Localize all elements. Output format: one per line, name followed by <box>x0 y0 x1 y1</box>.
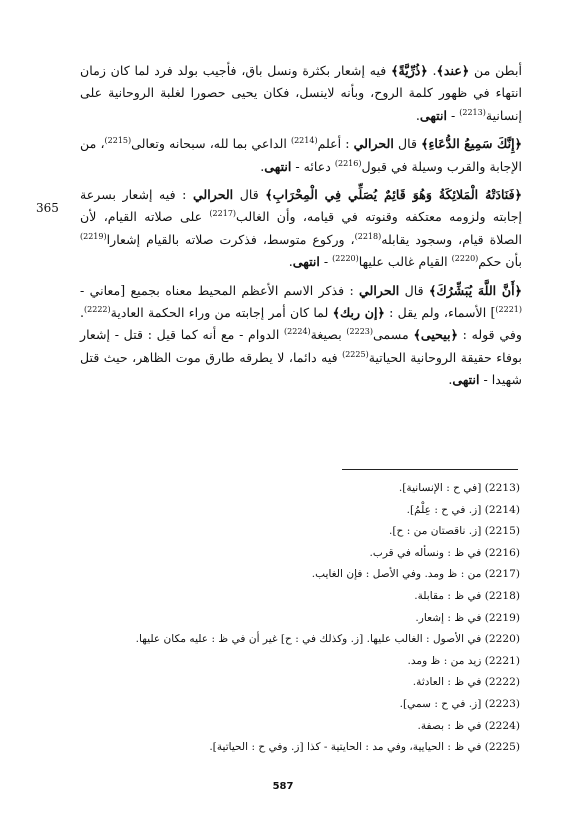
emphasis-text: انتهى <box>452 372 480 388</box>
text-run: . <box>427 63 437 78</box>
text-run: : أعلم <box>317 136 354 152</box>
paragraph <box>80 60 522 127</box>
verse-number: 365 <box>36 201 59 215</box>
emphasis-text: الحرالي <box>192 187 234 203</box>
paragraph <box>80 133 522 178</box>
footnote-ref: (2225) <box>342 349 369 359</box>
text-run: : فيه إشعار بسرعة إجابته ولزومه معتكفه وقنوته في قيامه، وأن الغالب <box>80 187 523 225</box>
text-run: قال <box>233 187 266 203</box>
footnote: (2218) في ظ : مقابلة. <box>414 589 520 602</box>
footnote: (2223) [ز. في ح : سمي]. <box>399 697 520 710</box>
text-run: - <box>446 107 460 123</box>
text-run: الدوام - مع أنه كما قيل : قتل - إشعار بوفاء حقيقة الروحانية الحياتية <box>80 327 522 365</box>
footnote-ref: (2223) <box>346 327 374 337</box>
emphasis-text: انتهى <box>419 107 447 123</box>
text-run: ] الأسماء، ولم يقل : <box>384 305 496 321</box>
footnote: (2222) في ظ : العادثة. <box>412 676 520 689</box>
emphasis-text: ﴿إن ربك﴾ <box>332 305 385 321</box>
emphasis-text: ﴿ذُرِّيَّةً﴾ <box>391 63 428 78</box>
emphasis-text: ﴿أَنَّ اللَّهَ يُبَشِّرُكَ﴾ <box>428 282 522 298</box>
text-run: ، من الإجابة والقرب وسيلة في قبول <box>80 136 522 174</box>
footnote: (2220) في الأصول : الغالب عليها. [ز. وكذلك في : ح] غير أن في ظ : عليه مكان عليها. <box>135 633 520 646</box>
footnote-ref: (2220) <box>332 254 359 264</box>
footnote-separator <box>342 469 518 470</box>
text-run: مسمى <box>373 327 414 343</box>
text-run: قال <box>393 136 422 152</box>
text-run: قال <box>399 282 429 298</box>
footnote-ref: (2224) <box>284 327 311 337</box>
text-run: . وفي قوله : <box>80 305 522 343</box>
footnote: (2225) في ظ : الحيايية، وفي مد : الحايتية - كذا [ز. وفي ح : الحياتية]. <box>209 741 520 754</box>
page-number: 587 <box>272 781 294 792</box>
footnote-ref: (2218) <box>354 231 382 241</box>
text-run: ، وركوع متوسط، فذكرت صلاته بالقيام إشعارا <box>106 231 355 247</box>
footnote-ref: (2220) <box>451 254 479 264</box>
footnote-ref: (2219) <box>80 231 107 241</box>
text-run: بصيغة <box>310 327 347 343</box>
emphasis-text: انتهى <box>292 254 320 270</box>
text-run: . <box>260 158 265 174</box>
text-run: على صلاته القيام، لأن الصلاة قيام، وسجود يقابله <box>80 209 522 247</box>
text-run: فيه إشعار بكثرة ونسل باق، فأجيب بولد فرد لما كان زمان انتهاء في ظهور كلمة الروح، وبأنه لاينسل، فكان يحيى حصورا لغلبة الروحانية على إنسانية <box>80 63 522 123</box>
paragraph <box>80 280 522 392</box>
footnote-ref: (2215) <box>104 136 132 146</box>
text-run: أبطن من <box>469 63 522 78</box>
emphasis-text: ﴿إِنَّكَ سَمِيعُ الدُّعَاءِ﴾ <box>421 136 523 152</box>
footnote-ref: (2217) <box>209 209 237 219</box>
footnote-ref: (2216) <box>334 158 362 168</box>
footnote-ref: (2213) <box>459 107 486 117</box>
emphasis-text: ﴿عند﴾ <box>436 63 470 78</box>
emphasis-text: الحرالي <box>353 136 394 152</box>
main-text <box>80 60 522 398</box>
text-run: لما كان أمر إجابته من وراء الحكمة العادية <box>110 305 333 321</box>
footnote: (2216) في ظ : ونسأله في قرب. <box>369 546 520 559</box>
emphasis-text: الحرالي <box>359 282 400 298</box>
text-run: . <box>288 254 293 270</box>
footnote-ref: (2222) <box>84 304 111 314</box>
emphasis-text: ﴿فَنَادَتْهُ الْمَلائِكَةُ وَهُوَ قَائِمٌ يُصَلِّي فِي الْمِحْرَابِ﴾ <box>265 187 522 203</box>
text-run: . <box>415 107 420 123</box>
footnote: (2213) [في ح : الإنسانية]. <box>398 482 520 494</box>
footnote: (2215) [ز. ناقصتان من : ح]. <box>389 525 520 538</box>
text-run: - <box>319 254 333 270</box>
text-run: . <box>448 372 453 388</box>
text-run: فيه دائما، لا يطرقه طارق موت الظاهر، حيث قتل شهيدا - <box>80 349 522 388</box>
footnote-ref: (2221) <box>495 304 522 314</box>
emphasis-text: انتهى <box>264 158 292 174</box>
footnote: (2221) زيد من : ظ ومد. <box>407 654 520 667</box>
text-run: : فذكر الاسم الأعظم المحيط معناه بجميع [معاني - <box>80 282 360 298</box>
footnote: (2224) في ظ : بصفة. <box>417 719 520 732</box>
emphasis-text: ﴿بيحيى﴾ <box>413 327 458 343</box>
footnote-ref: (2214) <box>290 136 318 146</box>
footnote: (2214) [ز. في ح : عِلْمُ]. <box>406 503 520 516</box>
paragraph <box>80 184 522 274</box>
text-run: القيام غالب عليها <box>358 254 452 270</box>
text-run: الداعي بما لله، سبحانه وتعالى <box>131 136 291 152</box>
footnote: (2217) من : ظ ومد. وفي الأصل : فإن الغايب. <box>311 568 520 581</box>
text-run: بأن حكم <box>478 254 522 270</box>
footnotes <box>92 478 520 759</box>
footnote: (2219) في ظ : إشعار. <box>415 611 520 624</box>
text-run: دعائه - <box>291 158 335 174</box>
